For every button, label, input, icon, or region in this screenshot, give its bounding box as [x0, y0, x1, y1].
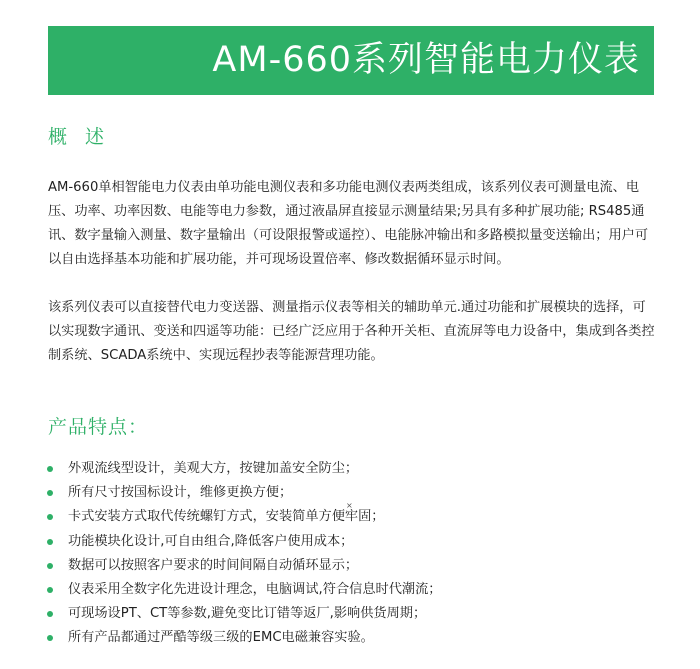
feature-text: 可现场设PT、CT等参数,避免变比订错等返厂,影响供货周期；: [68, 606, 427, 622]
list-item: [46, 626, 441, 650]
list-item: [46, 481, 441, 505]
page-title: AM-660系列智能电力仪表: [212, 40, 640, 80]
bullet-dot-icon: [47, 490, 53, 496]
bullet-dot-icon: [47, 611, 53, 617]
bullet-dot-icon: [47, 466, 53, 472]
title-banner: [48, 26, 654, 95]
feature-text: 数据可以按照客户要求的时间间隔自动循环显示；: [68, 557, 359, 573]
list-item: [46, 602, 441, 626]
bullet-dot-icon: [47, 514, 53, 520]
feature-text: 功能模块化设计,可自由组合,降低客户使用成本；: [68, 533, 354, 549]
bullet-dot-icon: [47, 539, 53, 545]
feature-text: 卡式安装方式取代传统螺钉方式，安装简单方便牢固；: [68, 509, 385, 525]
feature-list: [46, 457, 441, 651]
overview-heading: 概 述: [48, 126, 111, 148]
feature-text: 外观流线型设计，美观大方，按键加盖安全防尘；: [68, 461, 359, 476]
features-heading: 产品特点：: [48, 416, 149, 438]
stray-mark: ×: [346, 501, 353, 510]
list-item: [46, 505, 441, 529]
feature-text: 所有产品都通过严酷等级三级的EMC电磁兼容实验。: [68, 630, 374, 646]
list-item: [46, 457, 441, 481]
overview-paragraph: 该系列仪表可以直接替代电力变送器、测量指示仪表等相关的辅助单元.通过功能和扩展模块的选择，可以实现数字通讯、变送和四遥等功能：已经广泛应用于各种开关柜、直流屏等电力设备中，集成到各类控制系统、SCADA系统中、实现远程抄表等能源营理功能。: [48, 300, 655, 363]
feature-text: 所有尺寸按国标设计，维修更换方便；: [68, 485, 293, 501]
list-item: [46, 554, 441, 578]
bullet-dot-icon: [47, 563, 53, 569]
bullet-dot-icon: [47, 587, 53, 593]
list-item: [46, 578, 441, 602]
bullet-dot-icon: [47, 635, 53, 641]
feature-text: 仪表采用全数字化先进设计理念，电脑调试,符合信息时代潮流；: [68, 581, 442, 597]
list-item: [46, 530, 441, 554]
overview-paragraph: AM-660单相智能电力仪表由单功能电测仪表和多功能电测仪表两类组成，该系列仪表可测量电流、电压、功率、功率因数、电能等电力参数，通过液晶屏直接显示测量结果;另具有多种扩展功能; RS485通讯、数字量输入测量、数字量输出（可设限报警或遥控）、电能脉冲输出和多路模拟量变送输出；用户可以自由选择基本功能和扩展功能，并可现场设置倍率、修改数据循环显示时间。: [48, 180, 649, 267]
